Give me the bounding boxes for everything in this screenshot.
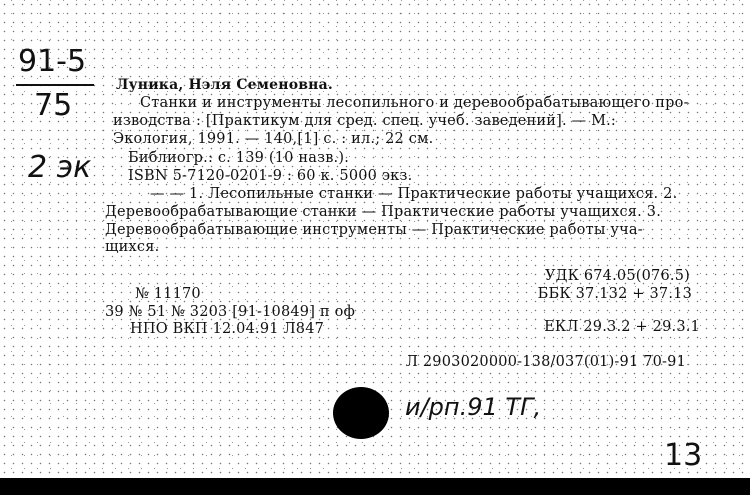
handnote-copies: 2 эк (28, 150, 92, 185)
title-line-1: Станки и инструменты лесопильного и деревообрабатывающего про- (140, 95, 689, 111)
author-heading: Луника, Нэля Семеновна. (116, 77, 333, 93)
handnote-corner: 13 (664, 438, 703, 473)
title-line-3: Экология, 1991. — 140,[1] с. : ил.; 22 см. (113, 131, 434, 147)
subjects-line-4: щихся. (105, 239, 160, 255)
shelfmark-bottom: 75 (34, 88, 73, 123)
npo-line: НПО ВКП 12.04.91 Л847 (130, 321, 325, 337)
handnote-bottom: и/рп.91 ТГ, (405, 393, 542, 421)
ekl-code: ЕКЛ 29.3.2 + 29.3.1 (544, 319, 700, 335)
isbn-line: ISBN 5-7120-0201-9 : 60 к. 5000 экз. (128, 168, 413, 184)
punch-hole (333, 387, 389, 439)
catalog-code-line: Л 2903020000-138/037(01)-91 70-91 (405, 354, 686, 370)
bibliography-note: Библиогр.: с. 139 (10 назв.). (128, 150, 350, 166)
udk-code: УДК 674.05(076.5) (544, 268, 690, 284)
shelfmark-top: 91-5 (18, 44, 87, 79)
card-number: № 11170 (135, 286, 201, 302)
subjects-line-3: Деревообрабатывающие инструменты — Практические работы уча- (105, 222, 643, 238)
order-line: 39 № 51 № 3203 [91-10849] п оф (105, 304, 356, 320)
title-line-2: изводства : [Практикум для сред. спец. учеб. заведений]. — М.: (113, 113, 617, 129)
shelfmark-divider (16, 84, 94, 86)
subjects-line-1: — — 1. Лесопильные станки — Практические работы учащихся. 2. (150, 186, 678, 202)
bbk-code: ББК 37.132 + 37.13 (537, 286, 692, 302)
subjects-line-2: Деревообрабатывающие станки — Практические работы учащихся. 3. (105, 204, 662, 220)
